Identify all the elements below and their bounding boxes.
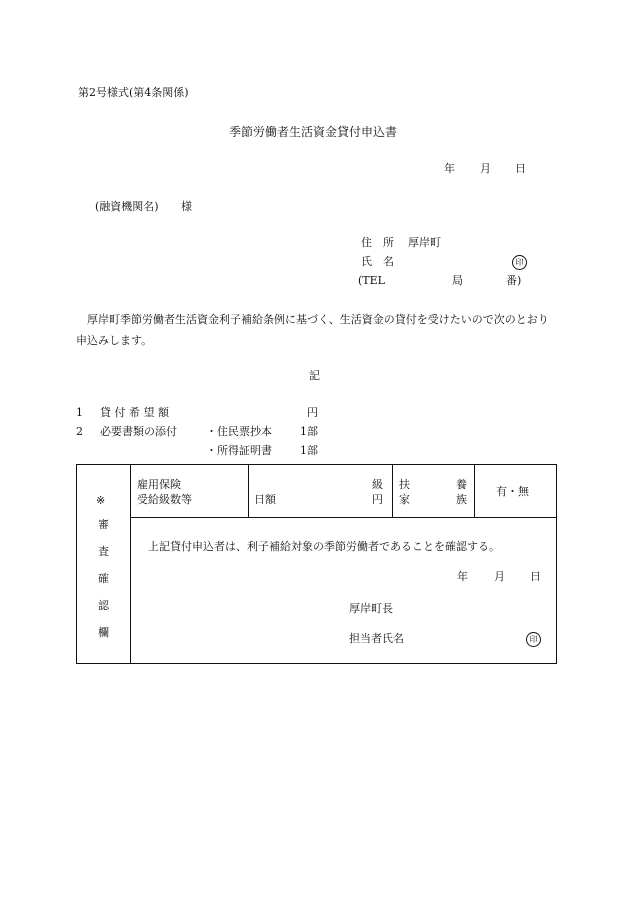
review-date-day: 日 — [530, 570, 541, 583]
tel-number: 番) — [506, 274, 522, 287]
institution-name: (融資機関名) — [95, 200, 159, 213]
item-2-label: 必要書類の添付 — [100, 425, 177, 438]
seal-icon: 印 — [512, 255, 527, 270]
item-2-number: 2 — [76, 425, 83, 438]
daily-amount-label: 日額 — [254, 493, 276, 506]
document-1-count: 1部 — [300, 425, 318, 438]
date-month: 月 — [480, 162, 491, 175]
dependents-char-2: 養 — [456, 478, 467, 491]
insurance-label-2: 受給級数等 — [137, 493, 192, 506]
date-day: 日 — [515, 162, 526, 175]
dependents-char-3: 家 — [399, 493, 410, 506]
review-date-month: 月 — [494, 570, 505, 583]
item-1-label: 貸 付 希 望 額 — [100, 406, 169, 419]
review-side-char-3: 確 — [98, 572, 109, 585]
document-2-name: ・所得証明書 — [206, 444, 272, 457]
document-1-name: ・住民票抄本 — [206, 425, 272, 438]
addressee-honorific: 様 — [181, 200, 192, 213]
officer-seal-icon: 印 — [526, 632, 541, 647]
dependents-char-1: 扶 — [399, 478, 410, 491]
dependents-char-4: 族 — [456, 493, 467, 506]
grade-unit: 級 — [372, 478, 383, 491]
item-1-number: 1 — [76, 406, 83, 419]
document-2-count: 1部 — [300, 444, 318, 457]
officer-name-label: 担当者氏名 — [349, 632, 404, 645]
confirmation-text: 上記貸付申込者は、利子補給対象の季節労働者であることを確認する。 — [148, 540, 500, 553]
yen-unit: 円 — [372, 493, 383, 506]
review-side-char-5: 欄 — [98, 626, 109, 639]
review-side-char-1: 審 — [98, 518, 109, 531]
page-title: 季節労働者生活資金貸付申込書 — [229, 125, 398, 139]
form-number: 第2号様式(第4条関係) — [78, 86, 189, 99]
review-date-year: 年 — [457, 570, 468, 583]
review-side-char-4: 認 — [98, 599, 109, 612]
presence-option: 有・無 — [496, 485, 529, 498]
tel-label: (TEL — [358, 274, 385, 287]
review-side-char-2: 査 — [98, 545, 109, 558]
ki-heading: 記 — [309, 369, 320, 382]
address-label: 住 所 — [361, 236, 394, 249]
application-statement: 厚岸町季節労働者生活資金利子補給条例に基づく、生活資金の貸付を受けたいので次のとおり申込みします。 — [76, 313, 549, 347]
mayor-title: 厚岸町長 — [349, 602, 393, 615]
date-year: 年 — [444, 162, 455, 175]
insurance-label-1: 雇用保険 — [137, 478, 181, 491]
address-value: 厚岸町 — [408, 236, 441, 249]
tel-station: 局 — [452, 274, 463, 287]
name-label: 氏 名 — [361, 255, 394, 268]
item-1-unit: 円 — [307, 406, 318, 419]
review-note-mark: ※ — [96, 494, 106, 507]
